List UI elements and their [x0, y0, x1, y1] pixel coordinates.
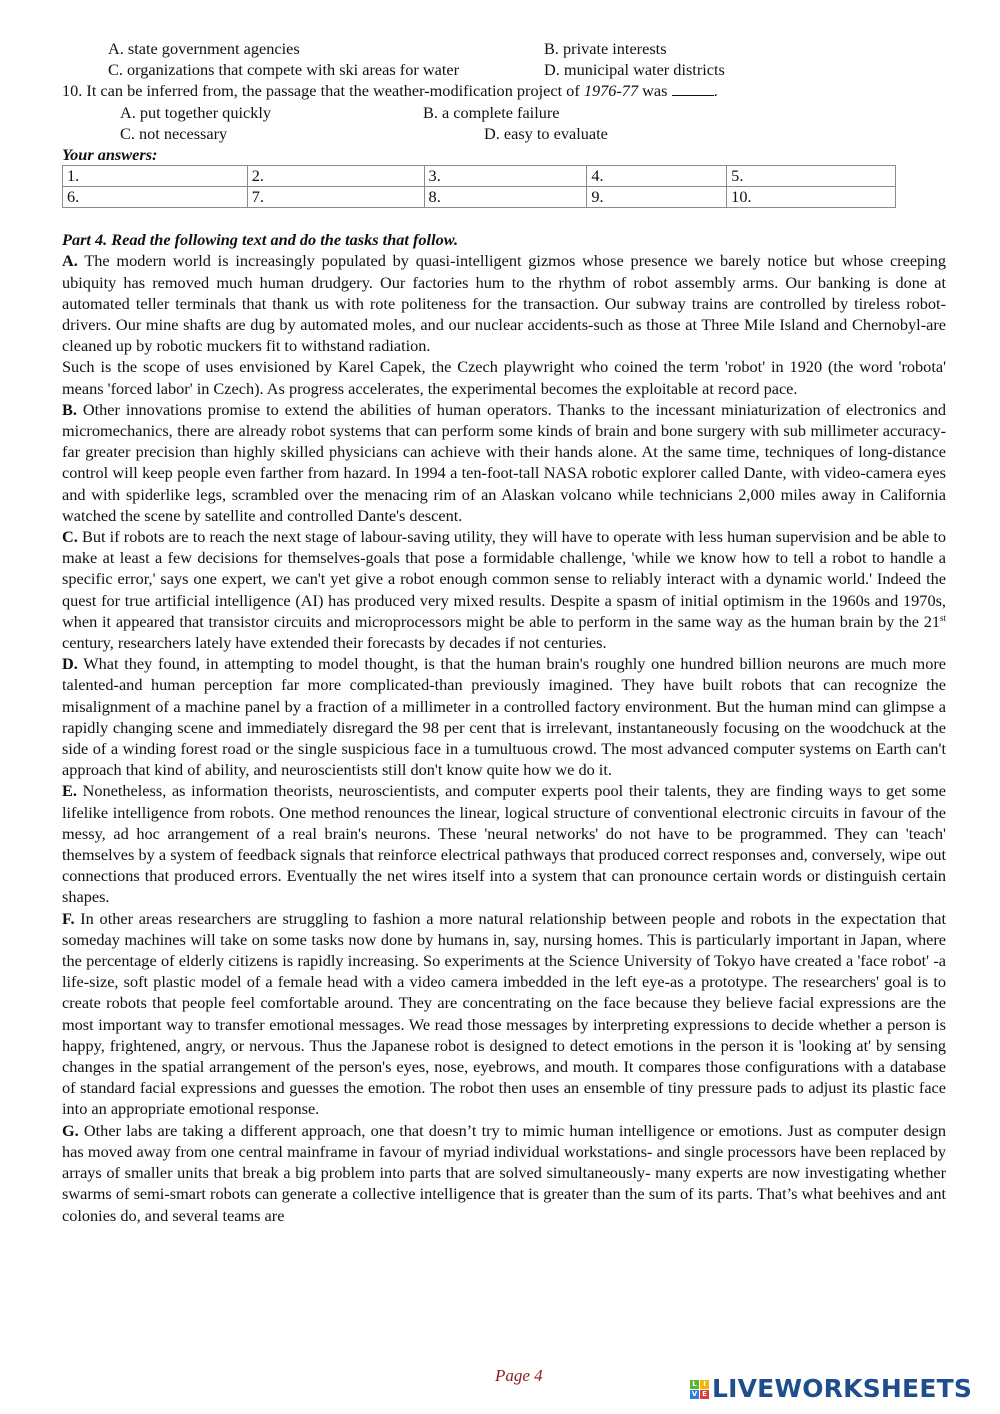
paragraph-a-continued [62, 356, 946, 398]
q10-stem-after: was [638, 81, 672, 101]
answer-cell-7[interactable]: 7. [247, 187, 424, 208]
q10-option-d[interactable]: D. easy to evaluate [484, 123, 608, 143]
answers-table [62, 165, 896, 208]
answers-row [63, 187, 896, 208]
q10-option-c[interactable]: C. not necessary [120, 123, 228, 143]
q10-options-row-1 [62, 102, 946, 123]
logo-square-l: L [690, 1380, 699, 1389]
paragraph-text-after: century, researchers lately have extended their forecasts by decades if not centuries. [62, 633, 607, 653]
logo-square-v: V [691, 1390, 698, 1398]
answers-label: Your answers: [62, 144, 158, 164]
paragraph-letter: B. [62, 399, 77, 419]
paragraph-c [62, 526, 946, 653]
paragraph-text: What they found, in attempting to model thought, is that the human brain's roughly one hundred billion neurons are much more talented-and human perception far more complicated-than previously imagined. They have built robots that can recognize the misalignment of a machine panel by a fraction of a millimeter in a controlled factory environment. But the human mind can glimpse a rapidly changing scene and immediately disregard the 98 per cent that is irrelevant, instantaneously focusing on the woodchuck at the side of a winding forest road or the single suspicious face in a tumultuous crowd. The most advanced computer systems on Earth can't approach that kind of ability, and neuroscientists still don't know quite how we do it. [62, 654, 946, 780]
q9-option-a[interactable]: A. state government agencies [108, 39, 300, 58]
page-number: Page 4 [495, 1366, 543, 1385]
answer-cell-5[interactable]: 5. [727, 166, 896, 187]
q9-option-c[interactable]: C. organizations that compete with ski areas for water [108, 60, 459, 80]
paragraph-letter: A. [62, 251, 78, 271]
part-4-title: Part 4. Read the following text and do the tasks that follow. [62, 230, 459, 250]
q10-option-a[interactable]: A. put together quickly [120, 102, 272, 122]
q9-option-d[interactable]: D. municipal water districts [544, 60, 725, 80]
q10-option-b[interactable]: B. a complete failure [423, 102, 560, 122]
q10-stem-end: . [713, 81, 718, 101]
paragraph-text: Other innovations promise to extend the abilities of human operators. Thanks to the incessant miniaturization of electronics and micromechanics, there are already robot systems that can perform some kinds of brain and bone surgery with sub millimeter accuracy-far greater precision than highly skilled physicians can achieve with their hands alone. At the same time, techniques of long-distance control will keep people even farther from hazard. In 1994 a ten-foot-tall NASA robotic explorer called Dante, with video-camera eyes and with spiderlike legs, scrambled over the menacing rim of an Alaskan volcano while technicians 2,000 miles away in California watched the scene by satellite and controlled Dante's descent. [62, 399, 946, 525]
paragraph-letter: E. [62, 781, 77, 801]
logo-icon [690, 1380, 709, 1399]
answer-cell-6[interactable]: 6. [63, 187, 248, 208]
paragraph-e [62, 780, 946, 907]
paragraph-b [62, 399, 946, 526]
q10-options-row-2 [62, 123, 946, 144]
answer-cell-2[interactable]: 2. [247, 166, 424, 187]
q9-options-row-2 [62, 59, 946, 80]
superscript-st: st [939, 612, 946, 623]
logo-square-e: E [700, 1390, 709, 1399]
paragraph-d [62, 653, 946, 780]
paragraph-letter: C. [62, 527, 78, 546]
liveworksheets-logo[interactable] [690, 1376, 972, 1402]
paragraph-letter: F. [62, 908, 75, 928]
paragraph-text: Such is the scope of uses envisioned by Karel Capek, the Czech playwright who coined the term 'robot' in 1920 (the word 'robota' means 'forced labor' in Czech). As progress accelerates, the experimental becomes the exploitable at record pace. [62, 357, 946, 398]
paragraph-text: Other labs are taking a different approach, one that doesn’t try to mimic human intelligence or emotions. Just as computer design has moved away from one central mainframe in favour of myriad individual workstations- and single processors have been replaced by arrays of smaller units that break a big problem into parts that are solved simultaneously- many experts are now investigating whether swarms of semi-smart robots can generate a collective intelligence that is greater than the sum of its parts. That’s what beehives and ant colonies do, and several teams are [62, 1120, 946, 1225]
paragraph-letter: D. [62, 654, 78, 674]
answer-cell-3[interactable]: 3. [424, 166, 587, 187]
q10-stem-years: 1976-77 [583, 81, 639, 101]
q9-options-row-1 [62, 38, 946, 59]
q10-answer-blank[interactable] [672, 81, 714, 96]
paragraph-letter: G. [62, 1120, 79, 1140]
q9-option-b[interactable]: B. private interests [544, 39, 667, 58]
worksheet-page [62, 38, 946, 1226]
paragraph-text: In other areas researchers are struggling to fashion a more natural relationship between people and robots in the expectation that someday machines will take on some tasks now done by humans in, say, nursing homes. This is particularly important in Japan, where the percentage of elderly citizens is rapidly increasing. So experiments at the Science University of Tokyo have created a 'face robot' -a life-size, soft plastic model of a female head with a video camera imbedded in the left eye-as a prototype. The researchers' goal is to create robots that people feel comfortable around. They are concentrating on the face because they believe facial expressions are the most important way to transfer emotional messages. We read those messages by interpreting expressions to decide whether a person is happy, frightened, angry, or nervous. Thus the Japanese robot is designed to detect emotions in the person it is 'looking at' by sensing changes in the spatial arrangement of the person's eyes, nose, eyebrows, and mouth. It compares those configurations with a database of standard facial expressions and guesses the emotion. The robot then uses an ensemble of tiny pressure pads to adjust its plastic face into an appropriate emotional response. [62, 908, 946, 1119]
paragraph-text: The modern world is increasingly populated by quasi-intelligent gizmos whose presence we barely notice but whose creeping ubiquity has removed much human drudgery. Our factories hum to the rhythm of robot assembly arms. Our banking is done at automated teller terminals that thank us with rote politeness for the transaction. Our subway trains are controlled by tireless robot-drivers. Our mine shafts are dug by automated moles, and our nuclear accidents-such as those at Three Mile Island and Chernobyl-are cleaned up by robotic muckers fit to withstand radiation. [62, 251, 946, 356]
paragraph-g [62, 1120, 946, 1226]
answer-cell-10[interactable]: 10. [727, 187, 896, 208]
answer-cell-9[interactable]: 9. [587, 187, 727, 208]
q10-stem-text: 10. It can be inferred from, the passage that the weather-modification project of [62, 81, 584, 101]
answers-row [63, 166, 896, 187]
answer-cell-4[interactable]: 4. [587, 166, 727, 187]
paragraph-text: Nonetheless, as information theorists, neuroscientists, and computer experts pool their talents, they are finding ways to get some lifelike intelligence from robots. One method renounces the linear, logical structure of conventional electronic circuits in favour of the messy, ad hoc arrangement of a real brain's neurons. These 'neural networks' do not have to be programmed. They can 'teach' themselves by a system of feedback signals that reinforce electrical pathways that produced correct responses and, conversely, wipe out connections that produced errors. Eventually the net wires itself into a system that can pronounce certain words or distinguish certain shapes. [62, 781, 946, 907]
paragraph-f [62, 908, 946, 1120]
question-10-stem [62, 80, 946, 101]
logo-square-i: I [700, 1380, 709, 1389]
logo-wordmark: LIVEWORKSHEETS [712, 1374, 973, 1403]
answer-cell-8[interactable]: 8. [424, 187, 587, 208]
paragraph-text: But if robots are to reach the next stage of labour-saving utility, they will have to operate with less human supervision and be able to make at least a few decisions for themselves-goals that pose a formidable challenge, 'while we know how to tell a robot to handle a specific error,' says one expert, we can't yet give a robot enough common sense to reliably interact with a dynamic world.' Indeed the quest for true artificial intelligence (AI) has produced very mixed results. Despite a spasm of initial optimism in the 1960s and 1970s, when it appeared that transistor circuits and microprocessors might be able to perform in the same way as the human brain by the 21 [62, 527, 946, 631]
paragraph-a [62, 250, 946, 356]
answer-cell-1[interactable]: 1. [63, 166, 248, 187]
